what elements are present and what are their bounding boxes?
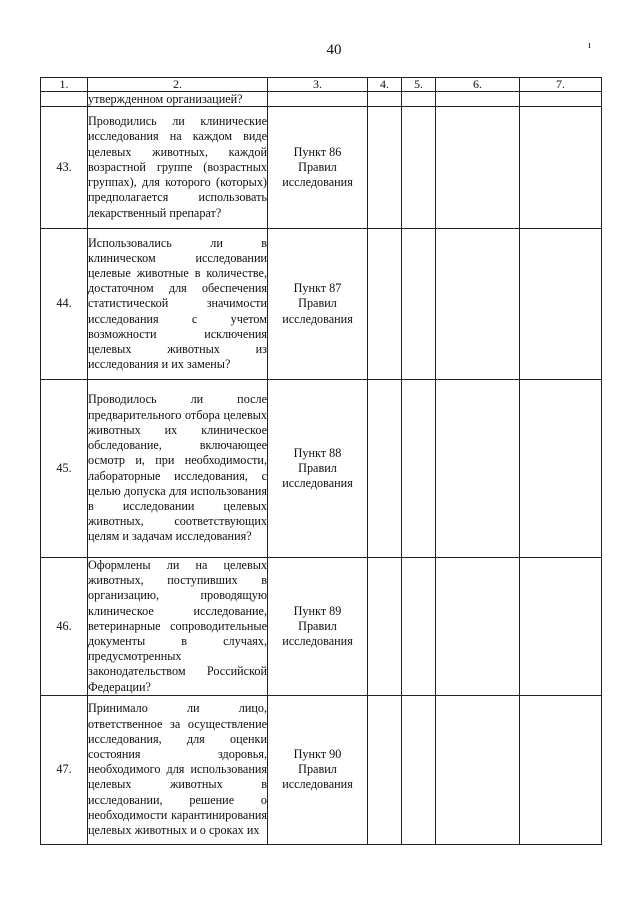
answer-cell	[368, 229, 402, 380]
cell-empty	[402, 92, 436, 107]
header-cell-2: 2.	[88, 78, 268, 92]
reference-line: исследования	[282, 476, 353, 491]
reference	[268, 229, 368, 380]
answer-cell	[402, 695, 436, 844]
answer-cell	[520, 229, 602, 380]
continuation-row	[41, 92, 602, 107]
reference-line: Пункт 86	[293, 144, 342, 159]
row-number: 47.	[41, 695, 88, 844]
table-row	[41, 107, 602, 229]
reference	[268, 558, 368, 696]
answer-cell	[402, 107, 436, 229]
reference-line: Пункт 90	[293, 747, 342, 762]
header-cell-1: 1.	[41, 78, 88, 92]
answer-cell	[368, 107, 402, 229]
checklist-table	[40, 77, 602, 845]
answer-cell	[436, 107, 520, 229]
header-cell-4: 4.	[368, 78, 402, 92]
header-cell-6: 6.	[436, 78, 520, 92]
reference-line: исследования	[282, 175, 353, 190]
header-cell-3: 3.	[268, 78, 368, 92]
continuation-text: утвержденном организацией?	[88, 92, 268, 107]
row-number: 46.	[41, 558, 88, 696]
cell-empty	[368, 92, 402, 107]
answer-cell	[402, 380, 436, 558]
question-text: Принимало ли лицо, ответственное за осуществление исследования, для оценки состояния здоровья, необходимого для использования целевых животных в исследовании, решение о необходимости карантинирования целевых животных и о сроках их	[88, 695, 268, 844]
reference-line: Пункт 89	[293, 603, 342, 618]
row-number: 43.	[41, 107, 88, 229]
cell-empty	[268, 92, 368, 107]
answer-cell	[368, 380, 402, 558]
answer-cell	[436, 380, 520, 558]
reference-line: Пункт 87	[293, 281, 342, 296]
reference-line: Правил	[298, 460, 337, 475]
header-cell-7: 7.	[520, 78, 602, 92]
table-row	[41, 695, 602, 844]
answer-cell	[368, 558, 402, 696]
table-row	[41, 229, 602, 380]
header-cell-5: 5.	[402, 78, 436, 92]
question-text: Оформлены ли на целевых животных, поступивших в организацию, проводящую клиническое исследование, ветеринарные сопроводительные документы в случаях, предусмотренных законодательством Российской Федерации?	[88, 558, 267, 694]
answer-cell	[436, 695, 520, 844]
answer-cell	[368, 695, 402, 844]
reference-line: исследования	[282, 777, 353, 792]
answer-cell	[520, 380, 602, 558]
reference	[268, 107, 368, 229]
answer-cell	[436, 558, 520, 696]
reference-line: Правил	[298, 618, 337, 633]
corner-mark: ı	[588, 40, 591, 51]
answer-cell	[520, 558, 602, 696]
question-text: Проводились ли клинические исследования на каждом виде целевых животных, каждой возрастной группе (возрастных группах), для которого (которых) предполагается использовать лекарственный препарат?	[88, 107, 268, 229]
reference-line: Правил	[298, 296, 337, 311]
reference-line: Правил	[298, 159, 337, 174]
answer-cell	[520, 107, 602, 229]
cell-empty	[41, 92, 88, 107]
header-row	[41, 78, 602, 92]
reference-line: Пункт 88	[293, 445, 342, 460]
reference	[268, 380, 368, 558]
page-number: 40	[326, 42, 342, 58]
answer-cell	[520, 695, 602, 844]
answer-cell	[436, 229, 520, 380]
reference-line: исследования	[282, 311, 353, 326]
question-text: Использовались ли в клиническом исследовании целевые животные в количестве, достаточном для обеспечения статистической значимости исследования с учетом возможности исключения целевых животных из исследования и их замены?	[88, 229, 268, 380]
answer-cell	[402, 229, 436, 380]
row-number: 44.	[41, 229, 88, 380]
question-text: Проводилось ли после предварительного отбора целевых животных их клиническое обследование, включающее осмотр и, при необходимости, лабораторные исследования, с целью допуска для использования в исследовании целевых животных, соответствующих целям и задачам исследования?	[88, 380, 268, 558]
cell-empty	[520, 92, 602, 107]
answer-cell	[402, 558, 436, 696]
cell-empty	[436, 92, 520, 107]
reference	[268, 695, 368, 844]
table-row	[41, 380, 602, 558]
row-number: 45.	[41, 380, 88, 558]
reference-line: исследования	[282, 634, 353, 649]
table-row	[41, 558, 602, 696]
reference-line: Правил	[298, 762, 337, 777]
